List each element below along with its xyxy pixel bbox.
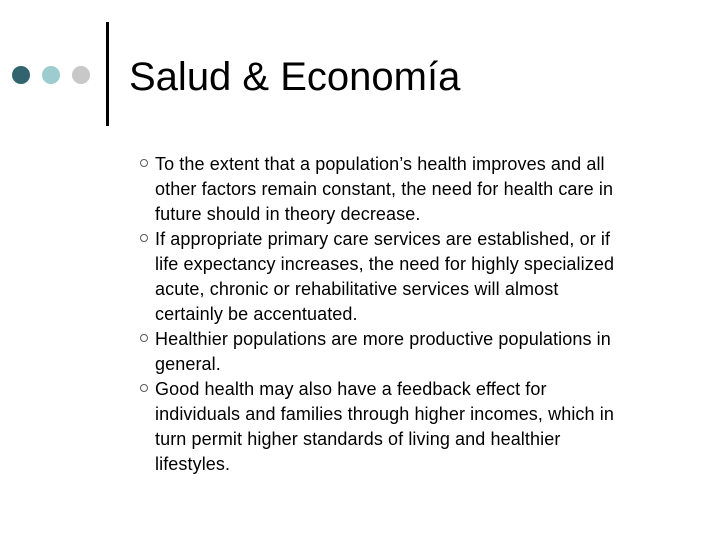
bullet-text-line: Good health may also have a feedback effect for <box>155 379 547 399</box>
bullet-item <box>128 152 668 227</box>
bullet-text-line: To the extent that a population’s health improves and all <box>155 154 605 174</box>
hollow-circle-bullet-icon <box>140 234 148 242</box>
bullet-text-line: future should in theory decrease. <box>155 204 421 224</box>
bullet-text-line: general. <box>155 354 221 374</box>
grey-dot-icon <box>72 66 90 84</box>
slide-title: Salud & Economía <box>129 55 461 99</box>
bullet-text-line: lifestyles. <box>155 454 231 474</box>
bullet-text-line: acute, chronic or rehabilitative services will almost <box>155 279 559 299</box>
bullet-list <box>128 152 668 477</box>
bullet-text-line: other factors remain constant, the need for health care in <box>155 179 614 199</box>
hollow-circle-bullet-icon <box>140 384 148 392</box>
bullet-text-line: certainly be accentuated. <box>155 304 358 324</box>
bullet-text-line: turn permit higher standards of living and healthier <box>155 429 561 449</box>
title-divider <box>106 22 109 126</box>
dark-teal-dot-icon <box>12 66 30 84</box>
hollow-circle-bullet-icon <box>140 334 148 342</box>
bullet-text-line: life expectancy increases, the need for highly specialized <box>155 254 615 274</box>
bullet-text-line: Healthier populations are more productive populations in <box>155 329 611 349</box>
bullet-item <box>128 227 668 327</box>
light-teal-dot-icon <box>42 66 60 84</box>
bullet-item <box>128 327 668 377</box>
hollow-circle-bullet-icon <box>140 159 148 167</box>
bullet-text-line: individuals and families through higher incomes, which in <box>155 404 614 424</box>
bullet-text-line: If appropriate primary care services are established, or if <box>155 229 611 249</box>
decorative-dots <box>12 66 96 84</box>
bullet-item <box>128 377 668 477</box>
